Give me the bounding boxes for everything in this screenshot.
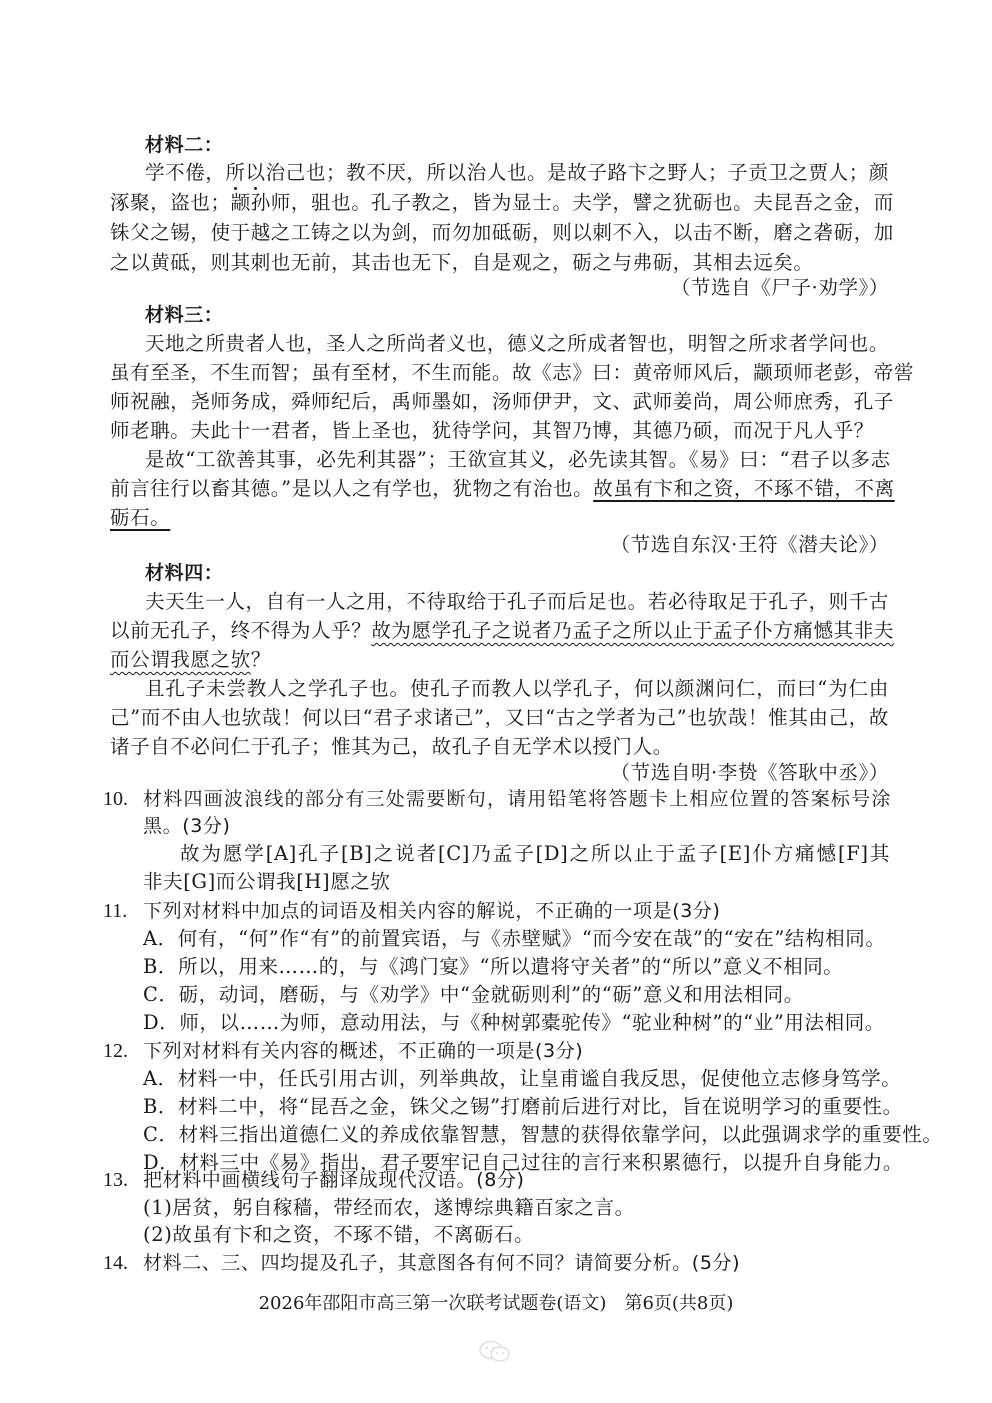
material3-line-6-plain: 前言往行以畜其德。”是以人之有学也，犹物之有治也。 — [110, 477, 594, 500]
material2-line-2: 涿聚，盗也；颛孙师，驵也。孔子教之，皆为显士。夫学，譬之犹砺也。夫昆吾之金，而 — [110, 191, 894, 214]
question-13-item-1: (1)居贫，躬自稼穑，带经而农，遂博综典籍百家之言。 — [143, 1196, 635, 1219]
question-mark: ？ — [250, 648, 271, 671]
wavy-underlined-passage-end: 而公谓我愿之欤 — [110, 648, 251, 671]
underlined-sentence: 故虽有卞和之资，不琢不错，不离 — [593, 477, 895, 500]
question-12-option-d: D．材料三中《易》指出，君子要牢记自己过往的言行来积累德行，以提升自身能力。 — [143, 1151, 903, 1174]
material4-line-2 — [110, 618, 894, 644]
question-10-stem: 材料四画波浪线的部分有三处需要断句，请用铅笔将答题卡上相应位置的答案标号涂 — [143, 788, 891, 810]
material4-line-2-plain: 以前无孔子，终不得为人乎？ — [110, 619, 372, 642]
question-13-stem: 把材料中画横线句子翻译成现代汉语。(8分) — [143, 1169, 525, 1191]
question-12-stem: 下列对材料有关内容的概述，不正确的一项是(3分) — [143, 1040, 584, 1062]
material2-heading: 材料二： — [145, 134, 224, 156]
emphasis-dot: 所 — [225, 161, 246, 184]
emphasis-dot: 以 — [245, 161, 266, 184]
question-11-option-c: C．砺，动词，磨砺，与《劝学》中“金就砺则利”的“砺”意义和用法相同。 — [143, 983, 804, 1006]
question-11-number: 11. — [103, 900, 128, 922]
material3-line-7 — [110, 505, 170, 531]
material3-line-3: 师祝融，尧师务成，舜师纪后，禹师墨如，汤师伊尹，文、武师姜尚，周公师庶秀，孔子 — [110, 390, 894, 413]
wechat-icon — [478, 1340, 512, 1364]
material4-line-1: 夫天生一人，自有一人之用，不待取给于孔子而后足也。若必待取足于孔子，则千古 — [145, 590, 889, 613]
question-10-sentence-2: 非夫[G]而公谓我[H]愿之欤 — [143, 870, 391, 893]
material3-line-6 — [110, 476, 895, 502]
material2-line-1: 学不倦，所以治己也；教不厌，所以治人也。是故子路卞之野人；子贡卫之贾人；颜 — [145, 161, 889, 184]
material4-line-3 — [110, 647, 271, 673]
question-12-option-c: C．材料三指出道德仁义的养成依靠智慧，智慧的获得依靠学问，以此强调求学的重要性。 — [143, 1123, 943, 1146]
question-11-option-d: D．师，以……为师，意动用法，与《种树郭橐驼传》“驼业种树”的“业”用法相同。 — [143, 1011, 885, 1034]
question-10-number: 10. — [103, 788, 128, 810]
material4-line-6: 诸子自不必问仁于孔子；惟其为己，故孔子自无学术以授门人。 — [110, 735, 673, 758]
material3-line-2: 虽有至圣，不生而智；虽有至材，不生而能。故《志》曰：黄帝师风后，颛顼师老彭，帝喾 — [110, 361, 915, 384]
material4-heading: 材料四： — [145, 562, 224, 584]
material3-line-5: 是故“工欲善其事，必先利其器”；王欲宣其义，必先读其智。《易》曰：“君子以多志 — [145, 448, 891, 471]
question-11-option-b: B．所以，用来……的，与《鸿门宴》“所以遣将守关者”的“所以”意义不相同。 — [143, 955, 844, 978]
question-10-stem-2: 黑。(3分) — [143, 815, 231, 837]
question-14-number: 14. — [103, 1252, 128, 1274]
material3-line-4: 师老聃。夫此十一君者，皆上圣也，犹待学问，其智乃博，其德乃硕，而况于凡人乎？ — [110, 419, 874, 442]
question-12-number: 12. — [103, 1040, 128, 1062]
question-13-number: 13. — [103, 1169, 128, 1191]
material4-source: （节选自明·李贽《答耿中丞》） — [610, 761, 889, 784]
material3-source: （节选自东汉·王符《潜夫论》） — [610, 533, 889, 556]
material2-line-3: 铢父之锡，使于越之工铸之以为剑，而勿加砥砺，则以刺不入，以击不断，磨之砻砺，加 — [110, 221, 894, 244]
material4-line-4: 且孔子未尝教人之学孔子也。使孔子而教人以学孔子，何以颜渊问仁，而曰“为仁由 — [145, 677, 889, 700]
page-footer: 2026年邵阳市高三第一次联考试题卷(语文) 第6页(共8页) — [258, 1293, 734, 1314]
material3-line-1: 天地之所贵者人也，圣人之所尚者义也，德义之所成者智也，明智之所求者学问也。 — [145, 332, 889, 355]
question-14-stem: 材料二、三、四均提及孔子，其意图各有何不同？请简要分析。(5分) — [143, 1252, 741, 1274]
question-12-option-a: A．材料一中，任氏引用古训，列举典故，让皇甫谧自我反思，促使他立志修身笃学。 — [143, 1067, 902, 1090]
material2-source: （节选自《尸子·劝学》） — [670, 276, 889, 299]
question-10-sentence: 故为愿学[A]孔子[B]之说者[C]乃孟子[D]之所以止于孟子[E]仆方痛憾[F]其 — [180, 842, 890, 865]
question-11-stem: 下列对材料中加点的词语及相关内容的解说，不正确的一项是(3分) — [143, 900, 721, 922]
question-13-item-2: (2)故虽有卞和之资，不琢不错，不离砺石。 — [143, 1223, 535, 1246]
material3-heading: 材料三： — [145, 304, 224, 326]
material4-line-5: 己”而不由人也欤哉！何以曰“君子求诸己”，又曰“古之学者为己”也欤哉！惟其由己，故 — [110, 706, 889, 729]
question-11-option-a: A．何有，“何”作“有”的前置宾语，与《赤壁赋》“而今安在哉”的“安在”结构相同。 — [143, 927, 886, 950]
underlined-sentence-end: 砺石。 — [110, 506, 171, 529]
question-12-option-b: B．材料二中，将“昆吾之金，铢父之锡”打磨前后进行对比，旨在说明学习的重要性。 — [143, 1095, 903, 1118]
material2-line-4: 之以黄砥，则其刺也无前，其击也无下，自是观之，砺之与弗砺，其相去远矣。 — [110, 251, 814, 274]
wavy-underlined-passage: 故为愿学孔子之说者乃孟子之所以止于孟子仆方痛憾其非夫 — [371, 619, 894, 642]
